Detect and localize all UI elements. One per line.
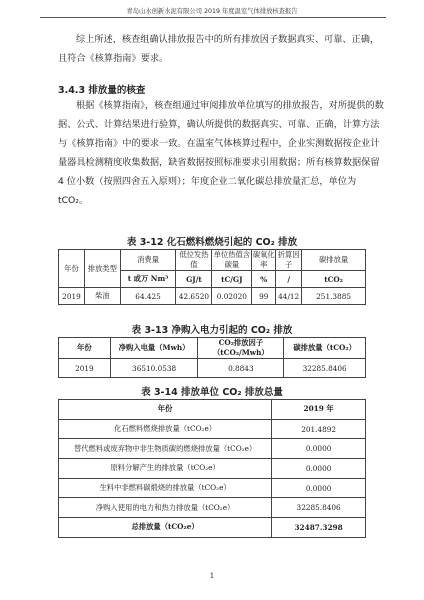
- t1-unit-carbon-content: tC/GJ: [212, 271, 252, 288]
- t3-row-value: 32285.8406: [272, 498, 366, 518]
- table2-caption: 表 3-13 净购入电力引起的 CO₂ 排放: [131, 325, 293, 336]
- paragraph-verification: 根据《核算指南》，核查组通过审阅排放单位填写的排放报告，对所提供的数据、公式、计算结果进行验算，确认所提供的数据真实、可靠、正确，计算方法与《核算指南》中的要求一致。在温室气体核算过程中，企业实测数据按企业计量器具检测精度收集数据，缺省数据按照标准要求引用数据；所有核算数据保留 4 位小数（按照四舍五入原则）；年度企业二氧化碳总排放量汇总，单位为 tCO₂。: [58, 100, 384, 206]
- table1-caption: 表 3-12 化石燃料燃烧引起的 CO₂ 排放: [126, 237, 298, 248]
- header-rule: [40, 17, 386, 18]
- t1-cell-factor: 44/12: [276, 288, 302, 305]
- t2-header-factor: CO₂排放因子（tCO₂/Mwh）: [198, 338, 284, 359]
- t3-row-label: 净购入使用的电力和热力排放量（tCO₂e）: [59, 498, 272, 518]
- t3-total-label: 总排放量（tCO₂e）: [59, 518, 272, 538]
- t2-cell-electricity: 36510.0538: [110, 359, 198, 378]
- t1-header-oxidation: 碳氧化率: [252, 250, 275, 269]
- t1-header-year: 年份: [59, 250, 85, 288]
- t1-header-carbon-content: 单位热值含碳量: [213, 250, 251, 269]
- t1-header-ncv: 低位发热值: [176, 250, 212, 271]
- table3-caption: 表 3-14 排放单位 CO₂ 排放总量: [141, 387, 283, 398]
- t1-header-consumption: 消费量: [120, 250, 176, 271]
- t2-header-year: 年份: [59, 338, 111, 359]
- table-fossil-fuel: [58, 249, 366, 305]
- t1-cell-oxidation: 99: [252, 288, 276, 305]
- t3-row-value: 0.0000: [272, 478, 366, 498]
- t2-header-electricity: 净购入电量（Mwh）: [110, 338, 198, 359]
- page-number: 1: [209, 572, 215, 580]
- t3-row-label: 化石燃料燃烧排放量（tCO₂e）: [59, 419, 272, 439]
- t3-row-label: 生料中非燃料碳煅烧的排放量（tCO₂e）: [59, 478, 272, 498]
- t3-row-label: 替代燃料或废弃物中非生物质碳的燃烧排放量（tCO₂e）: [59, 439, 272, 459]
- t1-cell-consumption: 64.425: [120, 288, 176, 305]
- t3-total-value: 32487.3298: [272, 518, 366, 538]
- t3-header-year: 2019 年: [272, 400, 366, 420]
- t1-header-emission: 碳排放量: [302, 250, 366, 271]
- t1-unit-oxidation: %: [252, 271, 276, 288]
- t2-cell-emission: 32285.8406: [284, 359, 366, 378]
- t3-row-value: 0.0000: [272, 439, 366, 459]
- t1-cell-carbon-content: 0.02020: [212, 288, 252, 305]
- t1-cell-year: 2019: [59, 288, 85, 305]
- t1-unit-emission: tCO₂: [302, 271, 366, 288]
- t1-cell-type: 柴油: [84, 288, 120, 305]
- t1-unit-consumption: t 或万 Nm³: [120, 271, 176, 288]
- t1-unit-factor: /: [276, 271, 302, 288]
- t2-cell-year: 2019: [59, 359, 111, 378]
- t1-cell-emission: 251.3885: [302, 288, 366, 305]
- t1-header-type: 排放类型: [84, 250, 120, 288]
- t1-unit-ncv: GJ/t: [176, 271, 212, 288]
- section-heading: 3.4.3 排放量的核查: [58, 85, 146, 96]
- paragraph-conclusion: 综上所述，核查组确认排放报告中的所有排放因子数据真实、可靠、正确，且符合《核算指南》要求。: [58, 34, 380, 64]
- t3-row-value: 0.0000: [272, 459, 366, 479]
- t1-header-factor: 折算因子: [276, 250, 302, 271]
- table-purchased-electricity: [58, 337, 366, 378]
- t3-row-value: 201.4892: [272, 419, 366, 439]
- t2-header-emission: 碳排放量（tCO₂）: [284, 338, 366, 359]
- t3-header-item: 年份: [59, 400, 272, 420]
- table-total-emissions: [58, 399, 366, 538]
- t1-cell-ncv: 42.6520: [176, 288, 212, 305]
- page-header: 青岛山水创新水泥有限公司 2019 年度温室气体排放核查报告: [126, 8, 298, 15]
- t2-cell-factor: 0.8843: [198, 359, 284, 378]
- t3-row-label: 原料分解产生的排放量（tCO₂e）: [59, 459, 272, 479]
